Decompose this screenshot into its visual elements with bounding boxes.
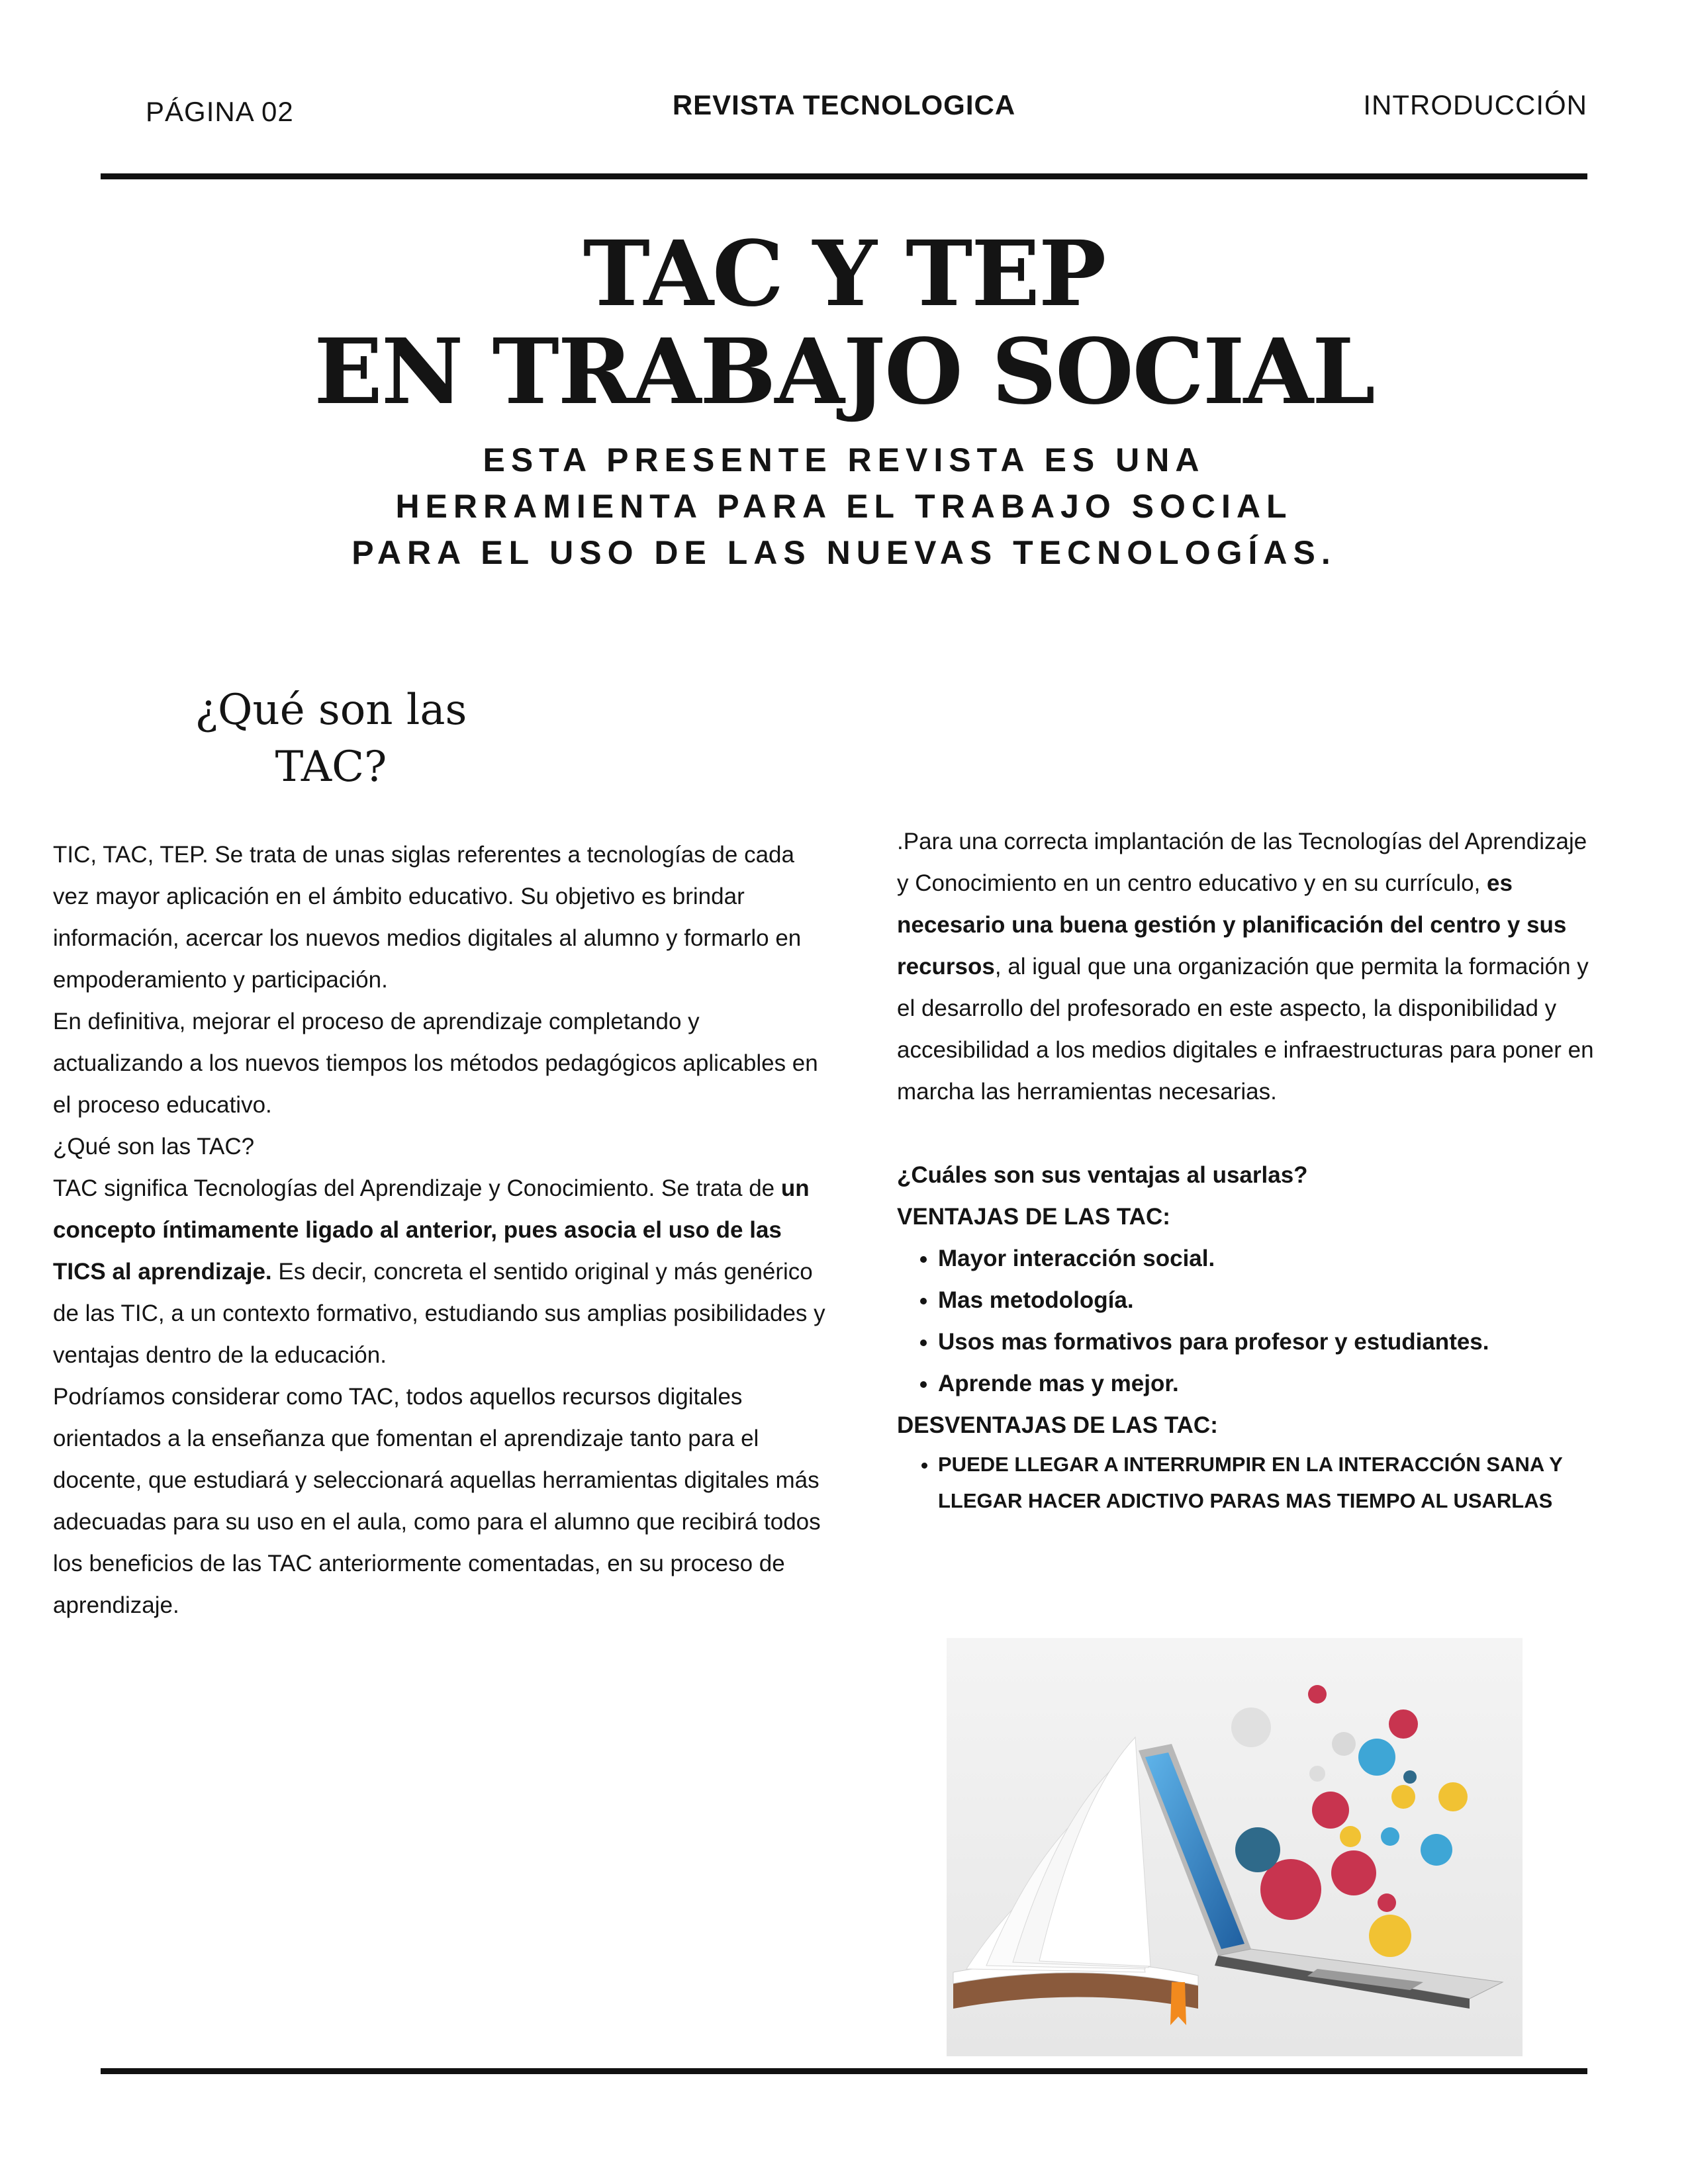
left-paragraph-3: ¿Qué son las TAC? — [53, 1134, 255, 1160]
title-line-1: TAC Y TEP — [583, 221, 1105, 327]
right-p1-text-c: , al igual que una organización que permita la formación y el desarrollo del profesorado en este aspecto, la disponibilidad y accesibilidad a los medios digitales e infraestructuras para poner en marcha las herramientas necesarias. — [897, 954, 1594, 1105]
page-subtitle: ESTA PRESENTE REVISTA ES UNA HERRAMIENTA PARA EL TRABAJO SOCIAL PARA EL USO DE LAS NUEVAS TECNOLOGÍAS. — [352, 441, 1336, 571]
page-title — [0, 221, 1688, 425]
advantages-question — [897, 1154, 1599, 1196]
right-p1-bold: es necesario una buena gestión y planificación del centro y sus recursos — [897, 870, 1567, 979]
top-rule — [101, 173, 1587, 179]
question-heading-line-2: TAC? — [275, 743, 387, 792]
list-item: • Mayor interacción social. — [938, 1238, 1599, 1279]
left-column — [53, 834, 827, 1626]
advantages-title — [897, 1196, 1599, 1238]
left-p4-text-c: Es decir, concreta el sentido original y más genérico de las TIC, a un contexto formativo, estudiando sus amplias posibilidades y ventajas dentro de la educación. — [53, 1259, 825, 1368]
list-item: • PUEDE LLEGAR A INTERRUMPIR EN LA INTERACCIÓN SANA Y LLEGAR HACER ADICTIVO PARAS MAS TIEMPO AL USARLAS — [938, 1446, 1599, 1519]
question-heading — [159, 682, 503, 796]
disadvantages-title — [897, 1404, 1599, 1446]
magazine-name: REVISTA TECNOLOGICA — [672, 89, 1016, 120]
bottom-rule — [101, 2068, 1587, 2074]
page-number: PÁGINA 02 — [146, 96, 294, 127]
open-book-laptop-icon — [947, 1638, 1523, 2056]
list-item: • Usos mas formativos para profesor y estudiantes. — [938, 1321, 1599, 1363]
left-paragraph-1: TIC, TAC, TEP. Se trata de unas siglas referentes a tecnologías de cada vez mayor aplicación en el ámbito educativo. Su objetivo es brindar información, acercar los nuevos medios digitales al alumno y formarlo en empoderamiento y participación. — [53, 842, 802, 993]
left-paragraph-4 — [53, 1167, 827, 1376]
advantages-title-text: VENTAJAS DE LAS TAC: — [897, 1204, 1170, 1230]
list-item: • Mas metodología. — [938, 1279, 1599, 1321]
section-name: INTRODUCCIÓN — [1363, 89, 1587, 120]
advantages-question-text: ¿Cuáles son sus ventajas al usarlas? — [897, 1162, 1308, 1188]
left-paragraph-5: Podríamos considerar como TAC, todos aquellos recursos digitales orientados a la enseñanza que fomentan el aprendizaje tanto para el docente, que estudiará y seleccionará aquellas herramientas digitales más adecuadas para su uso en el aula, como para el alumno que recibirá todos los beneficios de las TAC anteriormente comentadas, en su proceso de aprendizaje. — [53, 1384, 821, 1618]
advantages-list — [897, 1238, 1599, 1404]
disadvantages-title-text: DESVENTAJAS DE LAS TAC: — [897, 1412, 1218, 1438]
book-laptop-illustration — [947, 1638, 1523, 2056]
right-paragraph-1 — [897, 821, 1599, 1113]
disadvantages-list — [897, 1446, 1599, 1519]
left-p4-text-a: TAC significa Tecnologías del Aprendizaje y Conocimiento. Se trata de — [53, 1175, 781, 1201]
left-p4-bold: un concepto íntimamente ligado al anterior, pues asocia el uso de las TICS al aprendizaje. — [53, 1175, 810, 1285]
question-heading-line-1: ¿Qué son las — [195, 686, 467, 735]
right-column — [897, 821, 1599, 1519]
left-paragraph-2: En definitiva, mejorar el proceso de aprendizaje completando y actualizando a los nuevos tiempos los métodos pedagógicos aplicables en el proceso educativo. — [53, 1009, 818, 1118]
right-p1-text-a: .Para una correcta implantación de las Tecnologías del Aprendizaje y Conocimiento en un centro educativo y en su currículo, — [897, 829, 1587, 896]
title-line-2: EN TRABAJO SOCIAL — [314, 319, 1374, 425]
spacer — [897, 1113, 1599, 1154]
list-item: • Aprende mas y mejor. — [938, 1363, 1599, 1404]
